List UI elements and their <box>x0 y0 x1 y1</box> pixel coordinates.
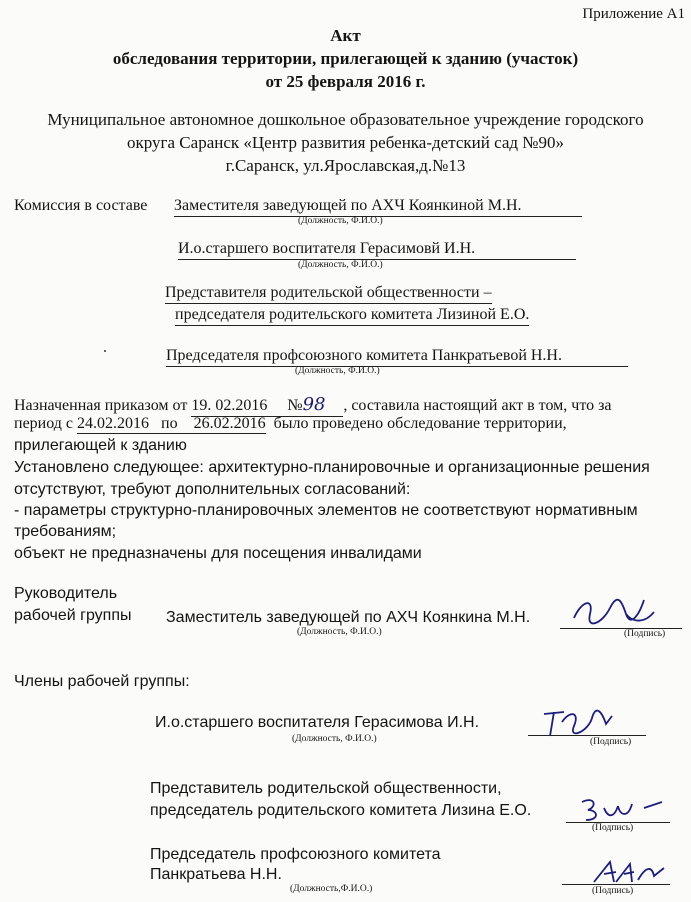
commission-member-2: И.о.старшего воспитателя Герасимовй И.Н. <box>178 240 576 260</box>
body-line-8: объект не предназначены для посещения инвалидами <box>14 545 422 562</box>
order-prefix: Назначенная приказом от <box>14 397 188 414</box>
body-line-3: прилегающей к зданию <box>14 437 187 454</box>
leader-caption-sign: (Подпись) <box>624 629 666 639</box>
commission-member-3-line2: председателя родительского комитета Лизиной Е.О. <box>175 306 529 326</box>
member-2-caption-sign: (Подпись) <box>592 823 634 833</box>
member-3-caption-sign: (Подпись) <box>592 886 634 896</box>
document-subtitle: обследования территории, прилегающей к зданию (участок) <box>112 49 579 68</box>
period-prefix: период с <box>14 415 74 432</box>
leader-label-1: Руководитель <box>14 585 118 602</box>
members-heading: Члены рабочей группы: <box>14 673 190 690</box>
member-2-line-2: председатель родительского комитета Лизина Е.О. <box>150 802 532 819</box>
member-1-caption-name: (Должность, Ф.И.О.) <box>292 734 377 744</box>
leader-label-2: рабочей группы <box>14 607 132 624</box>
member-3-signature <box>590 856 670 890</box>
appendix-label: Приложение А1 <box>582 6 685 22</box>
commission-member-4-caption: (Должность, Ф.И.О.) <box>295 366 380 376</box>
org-line-1: Муниципальное автономное дошкольное образовательное учреждение городского <box>47 110 644 129</box>
commission-member-1-caption: (Должность, Ф.И.О.) <box>298 216 383 226</box>
body-line-6: - параметры структурно-планировочных элементов не соответствуют нормативным <box>14 502 638 519</box>
org-address: г.Саранск, ул.Ярославская,д.№13 <box>225 156 466 175</box>
commission-member-1: Заместителя заведующей по АХЧ Коянкиной М.Н. <box>174 197 582 217</box>
order-number-label: № <box>287 397 303 414</box>
period-line <box>14 415 567 433</box>
document-title: Акт <box>330 26 361 45</box>
member-3-line-2: Панкратьева Н.Н. <box>150 866 282 883</box>
commission-intro: Комиссия в составе <box>14 197 148 214</box>
member-3-caption-name: (Должность,Ф.И.О.) <box>290 884 373 894</box>
commission-member-3-line1: Представителя родительской общественности – <box>165 284 492 304</box>
leader-signature <box>568 594 658 634</box>
org-line-2: округа Саранск «Центр развития ребенка-детский сад №90» <box>127 133 564 152</box>
leader-caption-name: (Должность, Ф.И.О.) <box>297 627 382 637</box>
order-number: 98 <box>302 394 326 415</box>
commission-member-4: Председателя профсоюзного комитета Панкратьевой Н.Н. <box>166 347 628 367</box>
member-1-name: И.о.старшего воспитателя Герасимова И.Н. <box>155 714 480 731</box>
body-line-4: Установлено следующее: архитектурно-планировочные и организационные решения <box>14 459 650 476</box>
member-2-line-1: Представитель родительской общественности, <box>150 780 502 797</box>
order-date: 19. 02.2016 <box>191 397 268 414</box>
period-value: 24.02.2016 по 26.02.2016 <box>77 415 266 432</box>
document-date: от 25 февраля 2016 г. <box>265 72 426 91</box>
order-suffix: , составила настоящий акт в том, что за <box>343 397 612 414</box>
commission-member-2-caption: (Должность, Ф.И.О.) <box>298 260 383 270</box>
body-line-7: требованиям; <box>14 523 117 540</box>
member-1-caption-sign: (Подпись) <box>590 737 632 747</box>
member-1-signature <box>540 702 620 742</box>
body-line-5: отсутствуют, требуют дополнительных согласований: <box>14 481 411 498</box>
leader-name: Заместитель заведующей по АХЧ Коянкина М.Н. <box>166 609 531 626</box>
order-line <box>14 394 612 417</box>
member-3-line-1: Председатель профсоюзного комитета <box>150 846 441 863</box>
order-details <box>191 394 343 417</box>
period-suffix: было проведено обследование территории, <box>273 415 567 432</box>
paper-speck <box>104 350 106 352</box>
